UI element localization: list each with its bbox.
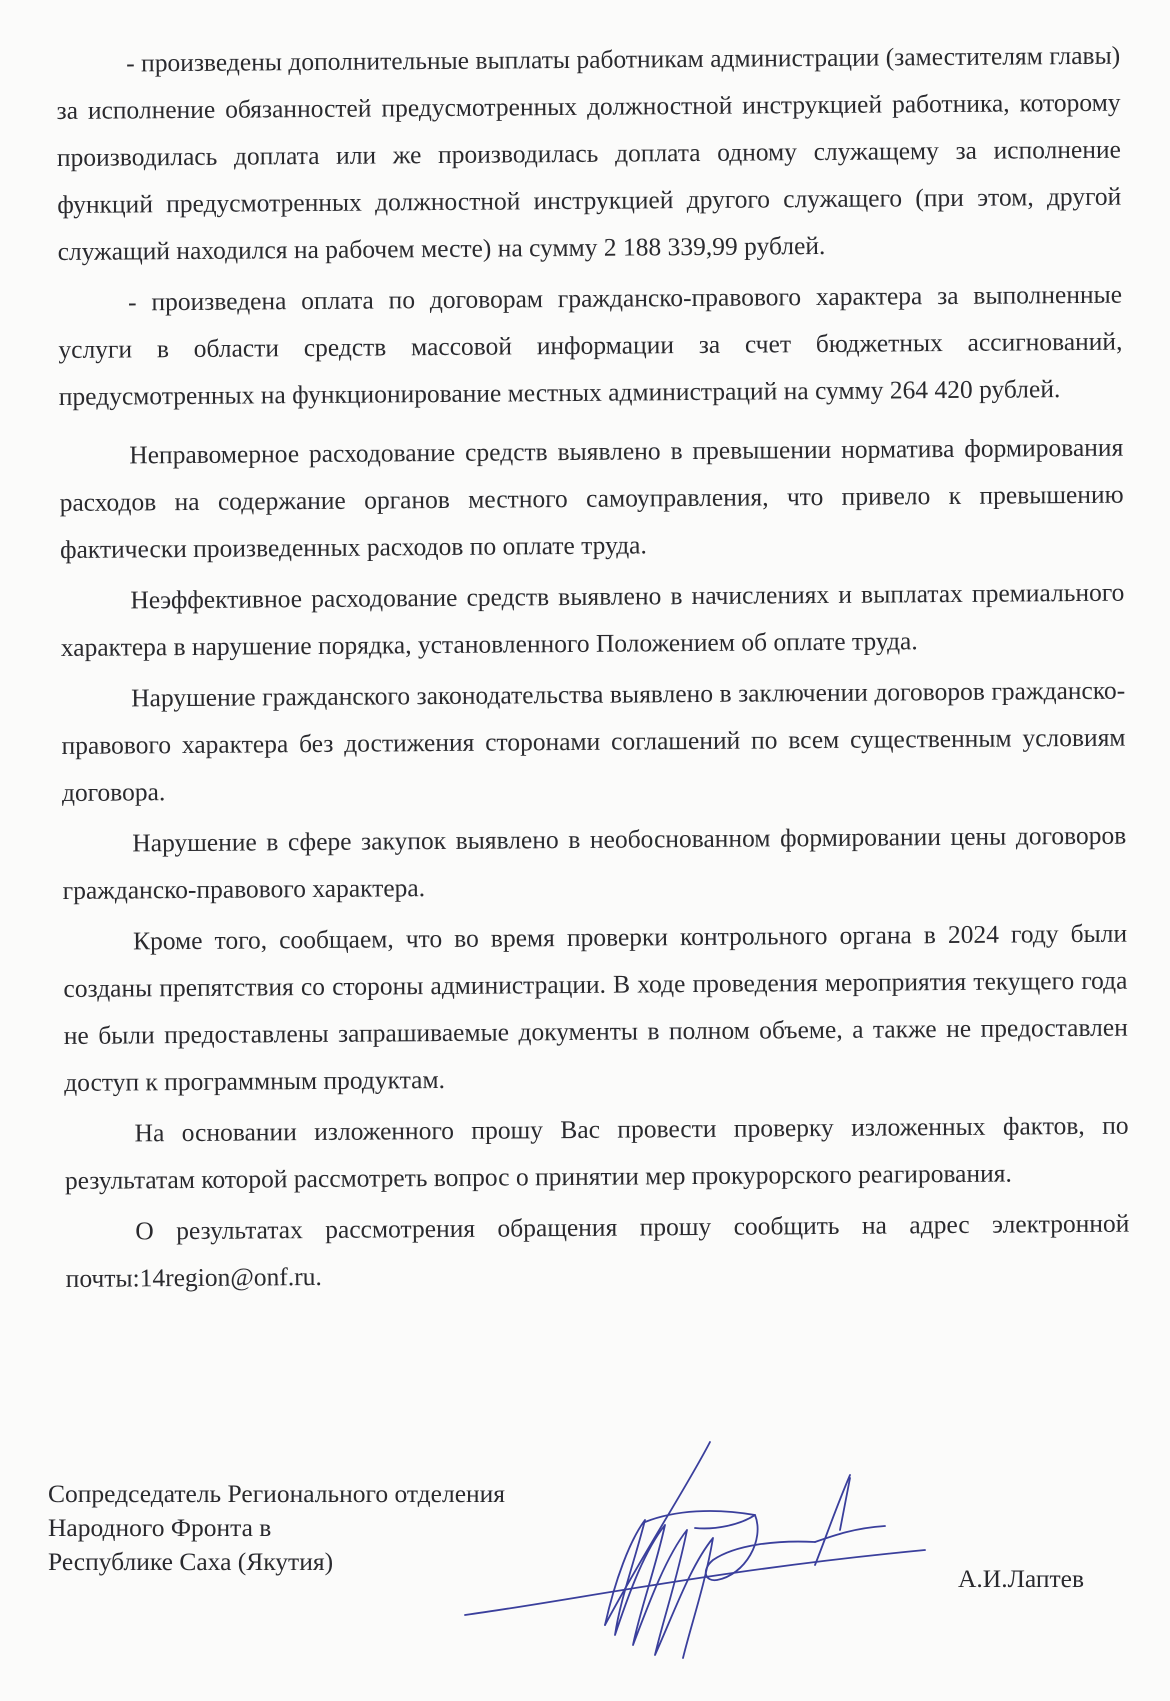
signer-position-line: Сопредседатель Регионального отделения [48, 1479, 506, 1508]
letter-body [56, 32, 1130, 1302]
handwritten-signature [455, 1430, 935, 1675]
paragraph-civil-law-violation: Нарушение гражданского законодательства выявлено в заключении договоров гражданско-правового характера без достижения сторонами соглашений по всем существенным условиям договора. [61, 675, 1126, 807]
signer-name: А.И.Лаптев [958, 1564, 1085, 1593]
paragraph-procurement-violation: Нарушение в сфере закупок выявлено в необоснованном формировании цены договоров гражданско-правового характера. [62, 820, 1127, 905]
paragraph-additional-payments: - произведены дополнительные выплаты работникам администрации (заместителям главы) за исполнение обязанностей предусмотренных должностной инструкцией работника, которому производилась доплата или же производилась доплата одному служащему за исполнение функций предусмотренных должностной инструкцией другого служащего (при этом, другой служащий находился на рабочем месте) на сумму 2 188 339,99 рублей. [56, 40, 1122, 266]
signer-position-line: Республике Саха (Якутия) [48, 1547, 334, 1576]
signer-position-line: Народного Фронта в [48, 1513, 272, 1542]
paragraph-civil-contracts-payment: - произведена оплата по договорам гражданско-правового характера за выполненные услуги в области средств массовой информации за счет бюджетных ассигнований, предусмотренных на функционирование местных администраций на сумму 264 420 рублей. [58, 279, 1123, 411]
paragraph-obstruction: Кроме того, сообщаем, что во время проверки контрольного органа в 2024 году были созданы препятствия со стороны администрации. В ходе проведения мероприятия текущего года не были предоставлены запрашиваемые документы в полном объеме, а также не предоставлен доступ к программным продуктам. [63, 918, 1128, 1097]
paragraph-inefficient-spending: Неэффективное расходование средств выявлено в начислениях и выплатах премиального характера в нарушение порядка, установленного Положением об оплате труда. [60, 577, 1125, 662]
paragraph-request-inspection: На основании изложенного прошу Вас провести проверку изложенных фактов, по результатам которой рассмотреть вопрос о принятии мер прокурорского реагирования. [64, 1110, 1129, 1195]
signer-position [48, 1477, 505, 1579]
paragraph-reply-email: О результатах рассмотрения обращения прошу сообщить на адрес электронной почты:14region@onf.ru. [65, 1208, 1130, 1293]
paragraph-unlawful-spending: Неправомерное расходование средств выявлено в превышении норматива формирования расходов на содержание органов местного самоуправления, что привело к превышению фактически произведенных расходов по оплате труда. [59, 432, 1124, 564]
